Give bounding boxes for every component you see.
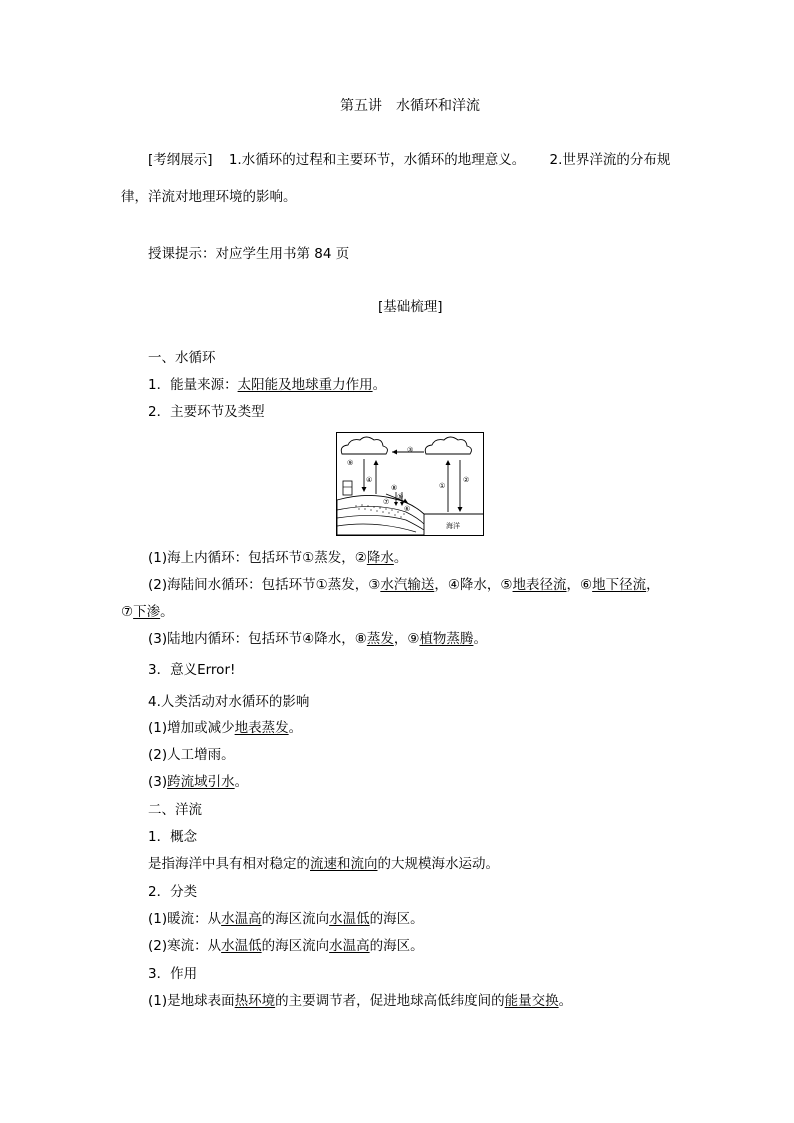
diagram-label-4: ④ xyxy=(366,476,373,484)
diagram-label-2: ② xyxy=(463,476,470,484)
energy-source-line: 1．能量来源：太阳能及地球重力作用。 xyxy=(148,377,387,393)
concept-heading: 1．概念 xyxy=(148,829,198,845)
diagram-ocean-label: 海洋 xyxy=(446,522,460,530)
syllabus-line-2: 律，洋流对地理环境的影响。 xyxy=(121,189,297,205)
diagram-label-3: ③ xyxy=(407,446,414,454)
classification-heading: 2．分类 xyxy=(148,884,198,900)
answer-water-diversion: 跨流域引水 xyxy=(167,774,235,790)
main-links-heading: 2．主要环节及类型 xyxy=(148,404,265,420)
answer-vapor-transport: 水汽输送 xyxy=(380,577,435,593)
cold-current-line: (2)寒流：从水温低的海区流向水温高的海区。 xyxy=(148,938,424,954)
answer-warm-to: 水温低 xyxy=(329,911,370,927)
diagram-label-7: ⑦ xyxy=(383,498,390,506)
answer-energy-exchange: 能量交换 xyxy=(504,993,559,1009)
water-cycle-heading: 一、水循环 xyxy=(148,350,216,366)
sea-land-line-2: ⑦下渗。 xyxy=(121,604,174,620)
answer-surface-evaporation: 地表蒸发 xyxy=(234,720,289,736)
diagram-label-5: ⑤ xyxy=(397,493,404,501)
answer-speed-direction: 流速和流向 xyxy=(310,856,378,872)
syllabus-item-1: 1.水循环的过程和主要环节，水循环的地理意义。 xyxy=(228,152,526,168)
human-item-1: (1)增加或减少地表蒸发。 xyxy=(148,720,303,736)
syllabus-label: [考纲展示] xyxy=(148,152,213,168)
diagram-label-8: ⑧ xyxy=(391,484,398,492)
answer-cold-from: 水温低 xyxy=(221,938,262,954)
answer-warm-from: 水温高 xyxy=(221,911,262,927)
diagram-label-9: ⑨ xyxy=(347,459,354,467)
human-item-3: (3)跨流域引水。 xyxy=(148,774,249,790)
human-item-2: (2)人工增雨。 xyxy=(148,747,235,763)
section-header: [基础梳理] xyxy=(378,299,443,315)
teaching-hint: 授课提示：对应学生用书第 84 页 xyxy=(148,246,350,262)
warm-current-line: (1)暖流：从水温高的海区流向水温低的海区。 xyxy=(148,911,424,927)
answer-cold-to: 水温高 xyxy=(329,938,370,954)
answer-transpiration: 植物蒸腾 xyxy=(419,631,474,647)
currents-heading: 二、洋流 xyxy=(148,802,202,818)
human-impact-heading: 4.人类活动对水循环的影响 xyxy=(148,694,310,710)
role-line-1: (1)是地球表面热环境的主要调节者，促进地球高低纬度间的能量交换。 xyxy=(148,993,573,1009)
sea-land-line-1: (2)海陆间水循环：包括环节①蒸发，③水汽输送，④降水，⑤地表径流，⑥地下径流， xyxy=(148,577,660,593)
concept-line: 是指海洋中具有相对稳定的流速和流向的大规模海水运动。 xyxy=(148,856,499,872)
answer-underground-runoff: 地下径流 xyxy=(592,577,647,593)
answer-evaporation: 蒸发 xyxy=(366,631,394,647)
answer-heat-environment: 热环境 xyxy=(234,993,276,1009)
significance-line: 3．意义Error! xyxy=(148,662,236,678)
answer-precip: 降水 xyxy=(366,550,394,566)
answer-energy: 太阳能及地球重力作用 xyxy=(237,377,373,393)
role-heading: 3．作用 xyxy=(148,966,198,982)
water-cycle-diagram xyxy=(336,432,484,536)
sea-cycle-line: (1)海上内循环：包括环节①蒸发，②降水。 xyxy=(148,550,408,566)
syllabus-line-1 xyxy=(148,151,670,169)
diagram-label-6: ⑥ xyxy=(404,505,411,513)
answer-surface-runoff: 地表径流 xyxy=(512,577,567,593)
syllabus-item-2: 2.世界洋流的分布规 xyxy=(549,152,671,168)
answer-infiltration: 下渗 xyxy=(133,604,161,620)
land-cycle-line: (3)陆地内循环：包括环节④降水，⑧蒸发，⑨植物蒸腾。 xyxy=(148,631,487,647)
diagram-label-1: ① xyxy=(439,482,446,490)
page-title: 第五讲 水循环和洋流 xyxy=(340,98,480,114)
